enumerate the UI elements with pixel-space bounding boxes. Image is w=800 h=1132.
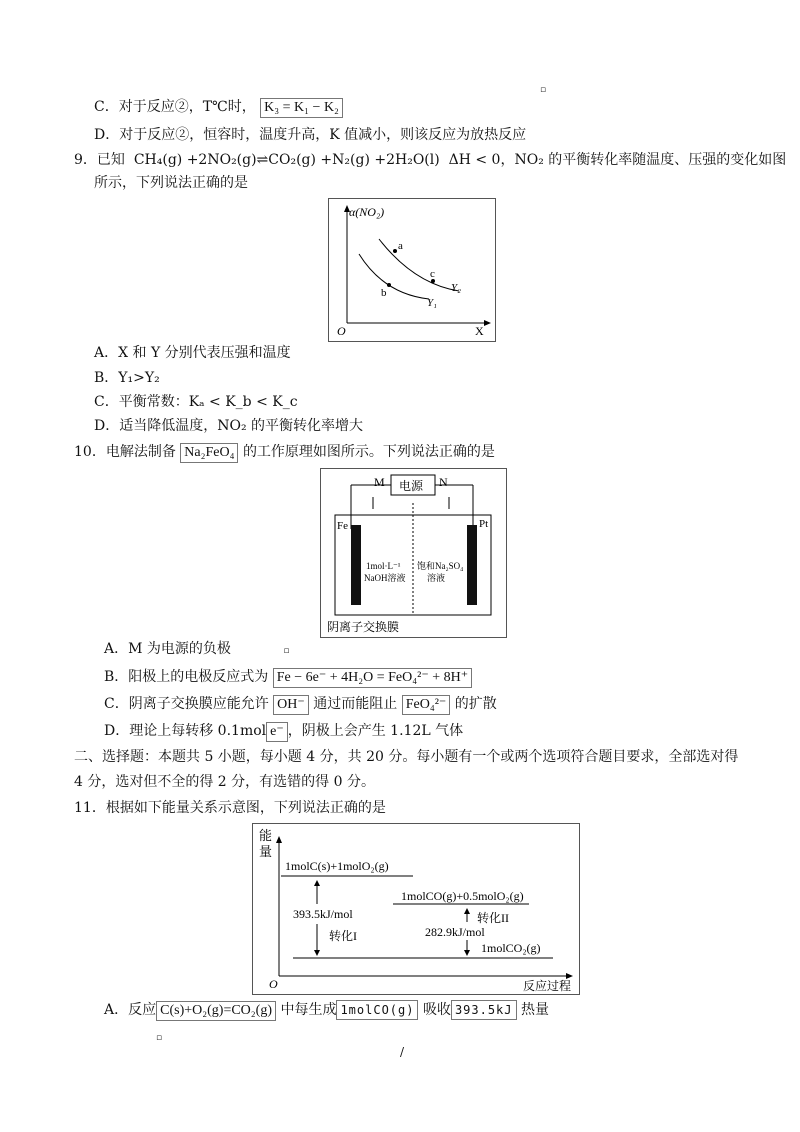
q10-option-c-prefix: C．阴离子交换膜应能允许 xyxy=(104,696,269,712)
q10-m-label: M xyxy=(374,475,385,489)
q10-stem-formula: Na₂FeO₄ xyxy=(180,443,238,463)
q9-xlabel: X xyxy=(475,324,484,338)
footer-marker: ▫ xyxy=(156,1033,163,1043)
q10-option-c-suffix: 的扩散 xyxy=(454,696,497,712)
q10-power-label: 电源 xyxy=(399,479,424,493)
q10-option-b-text: B．阳极上的电极反应式为 xyxy=(104,669,269,685)
q9-figure xyxy=(328,198,496,342)
q10-fe-label: Fe xyxy=(337,520,348,532)
q9-option-b: B．Y₁>Y₂ xyxy=(94,370,160,386)
q9-stem-line2: 所示，下列说法正确的是 xyxy=(94,175,248,191)
q11-conversion-2: 转化II xyxy=(477,911,509,925)
q11-energy-diagram xyxy=(253,824,579,994)
q10-stem xyxy=(74,442,495,463)
q11-xlabel: 反应过程 xyxy=(523,979,572,993)
q9-ylabel: α(NO₂) xyxy=(349,205,385,219)
q9-curve-y1: Y₁ xyxy=(427,297,437,309)
q9-option-a: A．X 和 Y 分别代表压强和温度 xyxy=(94,345,291,361)
q11-option-a-energy: 393.5kJ xyxy=(451,1000,517,1020)
q9-option-d: D．适当降低温度，NO₂ 的平衡转化率增大 xyxy=(94,418,364,434)
q10-left-solution-line1: 1mol·L⁻¹ xyxy=(366,561,401,571)
q10-figure xyxy=(320,468,507,638)
q10-option-a-mark: ▫ xyxy=(283,646,290,656)
q9-point-b: b xyxy=(381,287,387,299)
q8-option-c xyxy=(94,97,343,118)
q10-n-label: N xyxy=(439,475,448,489)
q10-option-d-suffix: ，阴极上会产生 1.12L 气体 xyxy=(287,723,464,739)
q10-right-solution-line2: 溶液 xyxy=(427,573,446,583)
q9-point-a: a xyxy=(398,240,403,252)
q9-stem-prefix: 9．已知 xyxy=(74,152,125,168)
q9-origin: O xyxy=(337,324,346,338)
q11-option-a-equation: C(s)+O₂(g)=CO₂(g) xyxy=(156,1001,276,1021)
q9-stem-equation: CH₄(g) +2NO₂(g)⇌CO₂(g) +N₂(g) +2H₂O(l) xyxy=(133,152,440,168)
q11-ylabel-2: 量 xyxy=(259,844,273,859)
q10-option-d-prefix: D．理论上每转移 0.1mol xyxy=(104,723,267,739)
page-number: / xyxy=(400,1045,405,1059)
q11-origin: O xyxy=(269,977,278,991)
q10-option-c-formula-2: FeO₄²⁻ xyxy=(402,695,451,715)
q11-ylabel-1: 能 xyxy=(259,828,273,843)
q10-option-d-formula: e⁻ xyxy=(266,722,288,742)
q10-right-solution-line1: 饱和Na₂SO₄ xyxy=(417,561,464,571)
section2-line1: 二、选择题：本题共 5 小题，每小题 4 分，共 20 分。每小题有一个或两个选项符合题目要求，全部选对得 xyxy=(74,749,739,765)
section2-line2: 4 分，选对但不全的得 2 分，有选错的得 0 分。 xyxy=(74,774,375,790)
q10-option-c-formula-1: OH⁻ xyxy=(273,695,309,715)
q9-stem-line1 xyxy=(74,150,786,170)
q10-stem-suffix: 的工作原理如图所示。下列说法正确的是 xyxy=(242,444,495,460)
q11-bottom-level-label: 1molCO₂(g) xyxy=(481,941,541,955)
q11-option-a-amount: 1molCO(g) xyxy=(336,1000,418,1020)
q10-electrolysis-diagram xyxy=(321,469,506,637)
q8-option-c-text: C．对于反应②，T℃时， xyxy=(94,99,256,115)
q11-option-a-middle-2: 吸收 xyxy=(422,1002,451,1018)
q10-option-b-equation: Fe − 6e⁻ + 4H₂O = FeO₄²⁻ + 8H⁺ xyxy=(273,668,472,688)
q10-pt-label: Pt xyxy=(479,518,489,530)
q9-point-c: c xyxy=(430,268,435,280)
q10-stem-prefix: 10．电解法制备 xyxy=(74,444,176,460)
page-marker: ▫ xyxy=(540,85,547,95)
q9-option-c: C．平衡常数：Kₐ < K_b < K_c xyxy=(94,394,298,410)
q10-option-b xyxy=(104,667,472,688)
q11-conversion-1: 转化I xyxy=(329,929,357,943)
q9-stem-suffix: ΔH < 0，NO₂ 的平衡转化率随温度、压强的变化如图 xyxy=(448,152,787,168)
q11-delta-h1: 393.5kJ/mol xyxy=(293,907,353,921)
q8-option-c-formula: K₃ = K₁ − K₂ xyxy=(260,98,343,118)
q10-membrane-label: 阴离子交换膜 xyxy=(327,620,400,634)
q8-option-d: D．对于反应②，恒容时，温度升高，K 值减小，则该反应为放热反应 xyxy=(94,127,527,143)
q9-graph xyxy=(329,199,495,341)
q10-option-d xyxy=(104,721,463,742)
q11-top-level-label: 1molC(s)+1molO₂(g) xyxy=(285,859,389,873)
q11-delta-h2: 282.9kJ/mol xyxy=(425,925,485,939)
q10-left-solution-line2: NaOH溶液 xyxy=(364,573,406,583)
q9-curve-y2: Y₂ xyxy=(451,282,461,294)
q11-option-a-prefix: A．反应 xyxy=(104,1002,157,1018)
q10-option-c xyxy=(104,694,497,715)
q11-option-a-suffix: 热量 xyxy=(520,1002,549,1018)
q11-stem: 11．根据如下能量关系示意图，下列说法正确的是 xyxy=(74,800,386,816)
q11-figure xyxy=(252,823,580,995)
q11-option-a xyxy=(104,1000,549,1021)
q10-option-a-text: A．M 为电源的负极 xyxy=(104,641,231,657)
q11-mid-level-label: 1molCO(g)+0.5molO₂(g) xyxy=(401,889,524,903)
q10-option-c-middle: 通过而能阻止 xyxy=(313,696,398,712)
q10-option-a xyxy=(104,639,289,661)
q11-option-a-middle-1: 中每生成 xyxy=(280,1002,337,1018)
